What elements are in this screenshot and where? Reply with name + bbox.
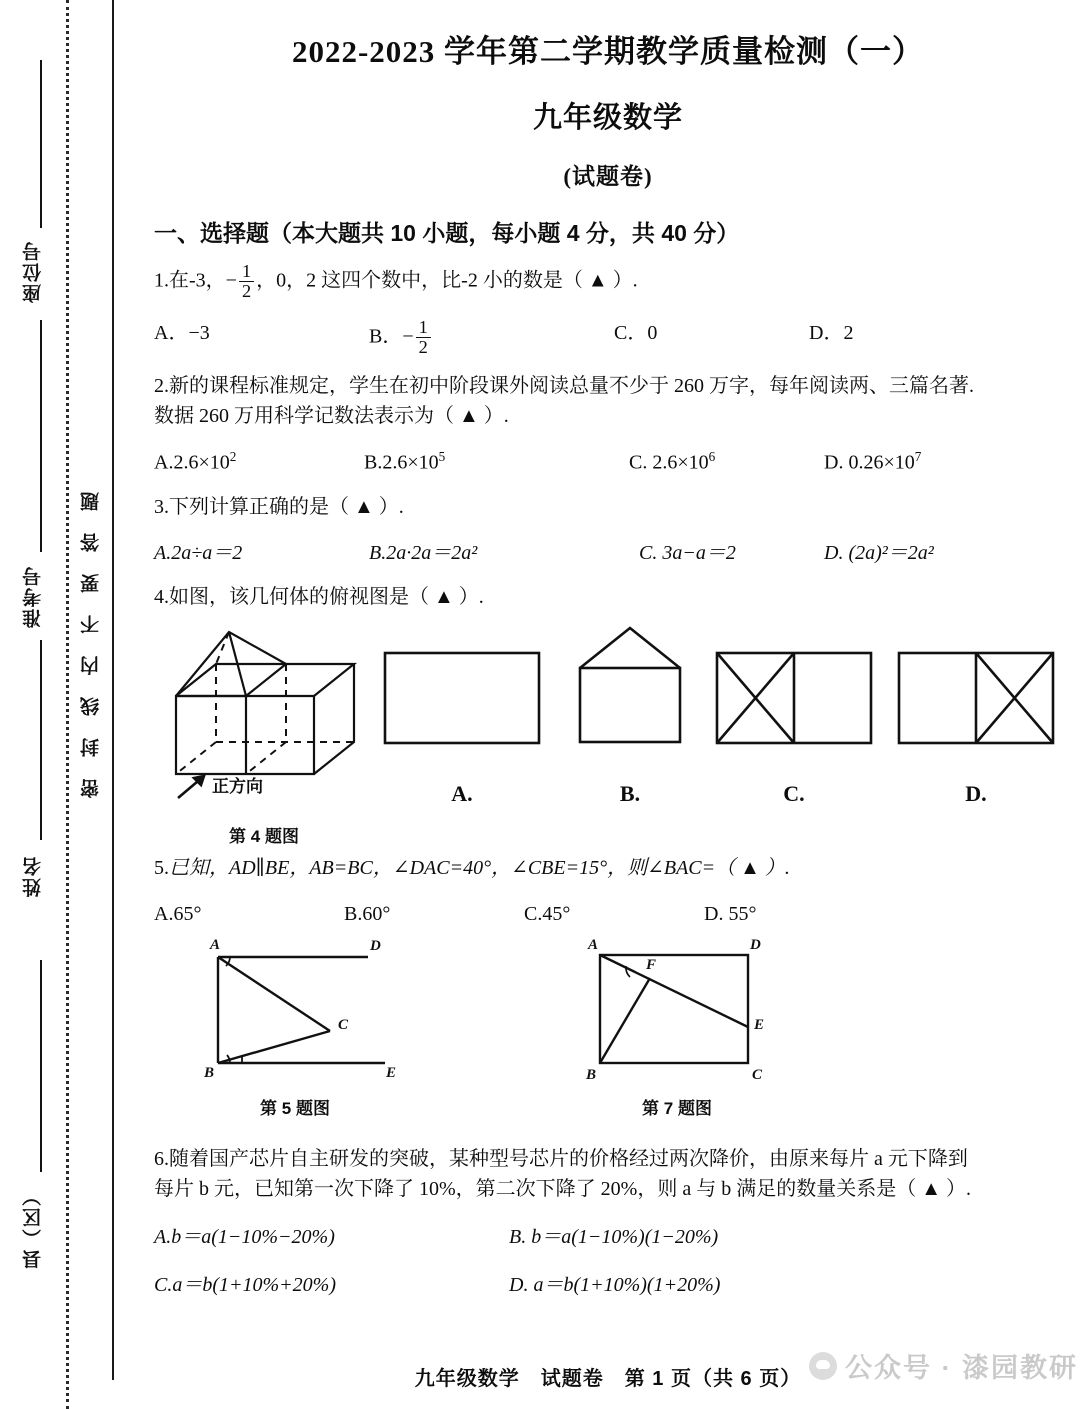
q3-option-d-label: D. [824,541,844,564]
fig5-point-E: E [386,1064,397,1081]
q1-option-b-sign: − [402,325,414,348]
fig5-point-C: C [338,1016,349,1033]
fig7-point-C: C [752,1066,763,1083]
q1-option-d-label: D． [809,321,844,344]
question-5 [154,853,1068,1130]
question-1-stem-pre: 在-3， [169,269,226,292]
seat-write-rule [40,60,42,228]
q4-option-a[interactable] [382,650,542,810]
exam-number-label: 准考号 [23,565,44,628]
fig5-point-A: A [210,936,221,953]
q5-option-a-label: A. [154,902,174,925]
question-6-number: 6. [154,1147,169,1170]
exam-write-rule [40,320,42,552]
q2-option-a-base: 2.6×10 [173,451,230,474]
name-write-rule [40,640,42,840]
q1-option-d[interactable] [809,318,853,358]
q1-option-a[interactable] [154,318,369,358]
figure-5 [190,935,400,1122]
fig5-point-B: B [204,1064,215,1081]
q2-option-b-label: B. [364,451,383,474]
q3-option-b-label: B. [369,541,387,564]
question-1-number: 1. [154,269,169,292]
question-5-stem [154,853,1068,883]
question-1-options [154,318,1068,358]
question-3 [154,492,1068,568]
q6-option-a-text: b＝a(1−10%−20%) [171,1225,335,1248]
seal-dotted-line [66,0,69,1409]
q3-option-c-text: 3a−a＝2 [657,541,736,564]
fig7-point-D: D [750,936,761,953]
question-6 [154,1144,1068,1300]
q4-option-a-shape [382,650,542,746]
q3-option-d-text: (2a)²＝2a² [843,541,934,564]
question-2 [154,371,1068,478]
q5-option-b-text: 60° [362,902,391,925]
q5-option-b-label: B. [344,902,363,925]
question-2-options [154,447,1068,478]
q4-option-a-label: A. [451,780,473,806]
figure-7-caption: 第 7 题图 [642,1098,712,1118]
q4-option-b-label: B. [619,780,641,806]
q5-option-d-text: 55° [723,902,757,925]
q6-option-c[interactable] [154,1270,509,1300]
question-4-stem [154,582,1068,612]
q4-figure-caption: 第 4 题图 [229,826,299,846]
q1-option-a-text: −3 [188,321,210,344]
q5-option-a-text: 65° [173,902,202,925]
question-6-line1-text: 随着国产芯片自主研发的突破，某种型号芯片的价格经过两次降价，由原来每片 a 元下降到 [169,1147,968,1170]
q3-option-a-label: A. [154,541,172,564]
question-6-line-2: 每片 b 元，已知第一次下降了 10%，第二次下降了 20%，则 a 与 b 满足的数量关系是（ ▲ ）. [154,1177,971,1200]
q2-option-d-exp: 7 [914,449,922,465]
q1-neg-sign: − [225,269,237,292]
question-2-stem [154,371,1068,431]
question-3-options [154,538,1068,568]
exam-paper-type: (试题卷) [563,164,653,189]
q5-option-c-label: C. [524,902,543,925]
watermark [809,1346,1078,1385]
question-3-stem [154,492,1068,522]
q3-option-b[interactable] [369,538,639,568]
county-write-rule [40,960,42,1172]
question-4-figures [154,624,1068,846]
q6-option-c-text: a＝b(1+10%+20%) [172,1273,336,1296]
q5-option-d[interactable] [704,899,756,929]
question-5-options [154,899,1068,929]
q4-option-c-shape [714,650,874,746]
question-2-number: 2. [154,375,169,398]
q2-option-c-label: C. [629,451,648,474]
q5-option-c-text: 45° [542,902,571,925]
watermark-text: 公众号 · 漆园教研 [845,1353,1078,1383]
question-1-stem [154,262,1068,302]
q4-option-b[interactable] [574,624,686,810]
county-label: 县（区） [23,1185,44,1269]
q5-option-d-label: D. [704,902,724,925]
fig7-point-A: A [588,936,599,953]
question-3-number: 3. [154,495,169,518]
q5-option-b[interactable] [344,899,524,929]
q3-option-a-text: 2a÷a＝2 [171,541,243,564]
question-5-figures [154,935,1068,1130]
q1-fraction: $\frac{1}{2}$ [239,262,254,302]
q2-option-a-label: A. [154,451,174,474]
q1-option-b-label: B． [369,325,403,348]
q1-option-b-fraction: $\frac{1}{2}$ [416,318,431,358]
question-2-line-2: 数据 260 万用科学记数法表示为（ ▲ ）. [154,405,509,428]
q4-option-d-label: D. [965,780,987,806]
fig5-point-D: D [370,937,381,954]
q2-option-a[interactable] [154,447,364,478]
q1-option-c-text: 0 [647,321,658,344]
solid-shape-svg [164,624,364,799]
q3-option-c-label: C. [639,541,658,564]
q2-option-d[interactable] [824,447,921,478]
q2-option-a-exp: 2 [229,449,237,465]
q2-option-b-exp: 5 [438,449,446,465]
q2-option-c-exp: 6 [708,449,716,465]
question-3-line1-text: 下列计算正确的是（ ▲ ）. [169,495,404,518]
question-4-line1-text: 如图，该几何体的俯视图是（ ▲ ）. [169,585,484,608]
question-1-stem-post: ，0，2 这四个数中，比-2 小的数是（ ▲ ）. [256,269,638,292]
question-5-number: 5. [154,856,169,879]
q6-option-c-label: C. [154,1273,173,1296]
question-2-line-1 [154,371,1068,401]
question-6-options-row-2 [154,1270,1068,1300]
q6-option-a[interactable] [154,1222,509,1252]
q6-option-b-label: B. [509,1225,527,1248]
q4-option-d[interactable] [896,650,1056,810]
q5-option-a[interactable] [154,899,344,929]
q1-option-b[interactable] [369,318,614,358]
page-footer: 九年级数学 试题卷 第 1 页（共 6 页） [414,1368,802,1390]
q6-option-d-text: a＝b(1+10%)(1+20%) [528,1273,721,1296]
wechat-logo-icon [809,1352,837,1380]
question-1 [154,262,1068,357]
q4-solid-figure [164,624,364,850]
question-6-options-row-1 [154,1222,1068,1252]
q2-option-c[interactable] [629,447,824,478]
figure-7-svg [572,935,782,1085]
figure-5-caption: 第 5 题图 [260,1098,330,1118]
front-direction-label: 正方向 [212,776,263,796]
q3-option-c[interactable] [639,538,824,568]
q4-option-b-shape [574,624,686,746]
fig7-point-F: F [646,956,657,973]
question-6-line-1 [154,1144,1068,1174]
q3-option-b-text: 2a·2a＝2a² [386,541,478,564]
seat-number-label: 座位号 [23,240,44,303]
q6-option-a-label: A. [154,1225,172,1248]
seal-warning-text: 密封线内不要答题 [81,470,102,798]
figure-5-svg [190,935,400,1085]
q2-option-d-base: 0.26×10 [843,451,915,474]
q4-option-c[interactable] [714,650,874,810]
q3-option-a[interactable] [154,538,369,568]
exam-paper-body [148,0,1078,1409]
q4-option-d-shape [896,650,1056,746]
student-name-label: 姓名 [23,855,44,897]
q6-option-b-text: b＝a(1−10%)(1−20%) [526,1225,719,1248]
question-2-line1-text: 新的课程标准规定，学生在初中阶段课外阅读总量不少于 260 万字，每年阅读两、三篇名著. [169,375,974,398]
question-5-stem-text: 已知，AD∥BE，AB=BC，∠DAC=40°，∠CBE=15°，则∠BAC=（ ▲ ）. [169,856,790,879]
figure-7 [572,935,782,1122]
question-6-stem [154,1144,1068,1204]
q2-option-c-base: 2.6×10 [647,451,709,474]
q1-option-d-text: 2 [843,321,854,344]
q2-option-b-base: 2.6×10 [382,451,439,474]
q1-option-c-label: C． [614,321,648,344]
fig7-point-E: E [754,1016,765,1033]
q2-option-b[interactable] [364,447,629,478]
q6-option-b[interactable] [509,1222,718,1252]
section-heading-choice: 一、选择题（本大题共 10 小题，每小题 4 分，共 40 分） [154,220,740,246]
seal-solid-line [112,0,114,1380]
q1-option-a-label: A． [154,321,189,344]
q1-option-c[interactable] [614,318,809,358]
question-4-number: 4. [154,585,169,608]
exam-subject: 九年级数学 [532,102,683,134]
question-4 [154,582,1068,846]
q4-option-c-label: C. [783,780,805,806]
q3-option-d[interactable] [824,538,934,568]
q5-option-c[interactable] [524,899,704,929]
seal-margin [0,0,140,1409]
q6-option-d[interactable] [509,1270,720,1300]
q2-option-d-label: D. [824,451,844,474]
fig7-point-B: B [586,1066,597,1083]
exam-title: 2022-2023 学年第二学期教学质量检测（一） [291,34,925,69]
q6-option-d-label: D. [509,1273,529,1296]
